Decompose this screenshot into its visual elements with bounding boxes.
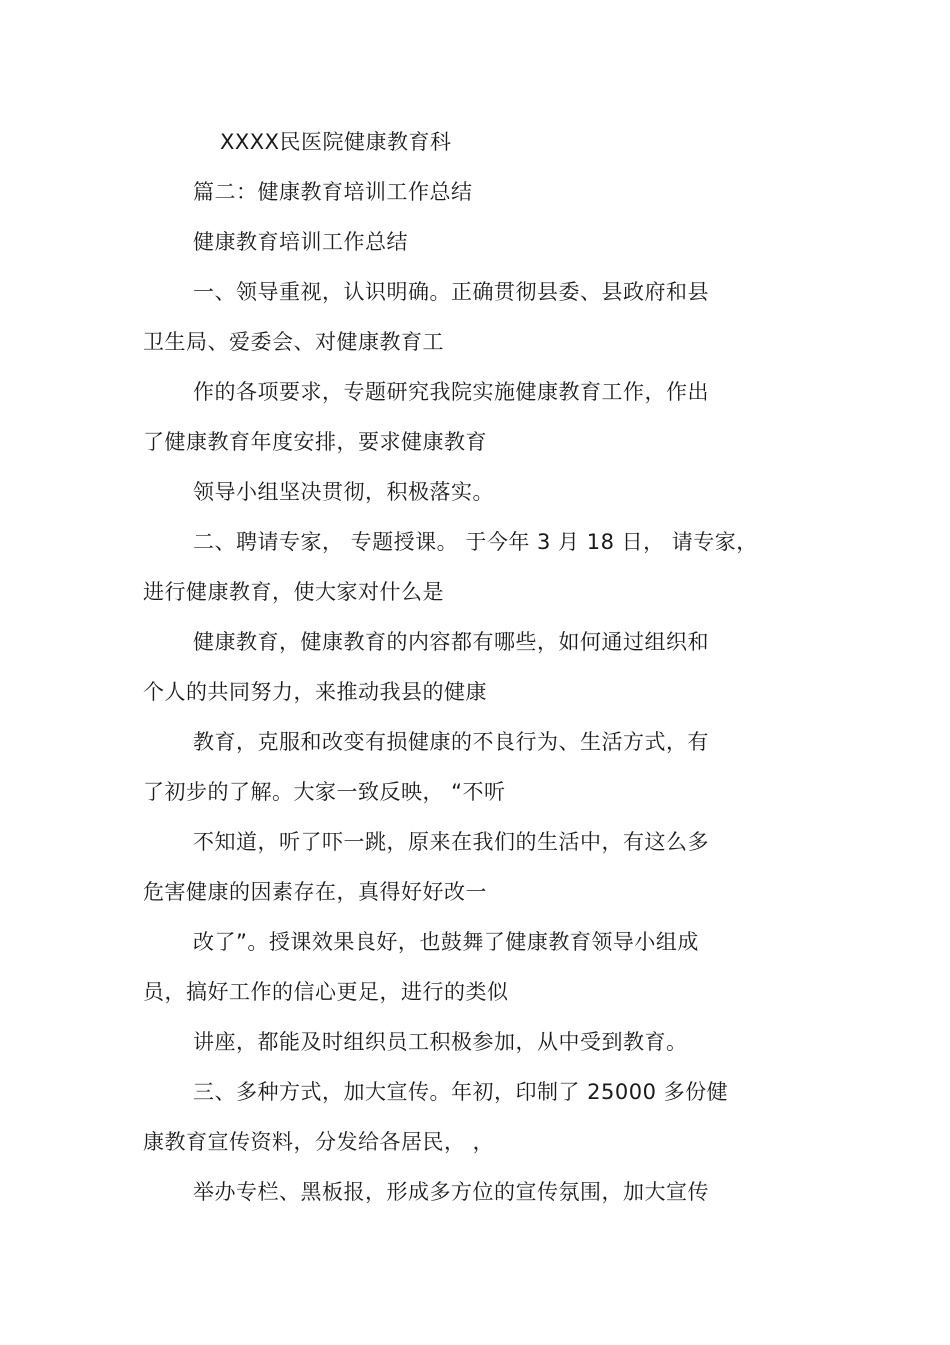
paragraph-line: 领导小组坚决贯彻，积极落实。 <box>193 480 494 504</box>
paragraph-line: 员，搞好工作的信心更足，进行的类似 <box>143 980 509 1004</box>
paragraph-line: 教育，克服和改变有损健康的不良行为、生活方式，有 <box>193 730 709 754</box>
paragraph-line: 健康教育，健康教育的内容都有哪些，如何通过组织和 <box>193 630 709 654</box>
section-title: 篇二：健康教育培训工作总结 <box>193 180 473 204</box>
document-title: 健康教育培训工作总结 <box>193 230 408 254</box>
paragraph-line: 作的各项要求，专题研究我院实施健康教育工作，作出 <box>193 380 709 404</box>
paragraph-line: 进行健康教育，使大家对什么是 <box>143 580 444 604</box>
paragraph-line: 了健康教育年度安排，要求健康教育 <box>143 430 487 454</box>
paragraph-line: 一、领导重视，认识明确。正确贯彻县委、县政府和县 <box>193 280 709 304</box>
paragraph-line: 三、多种方式，加大宣传。年初，印制了 25000 多份健 <box>193 1080 729 1104</box>
paragraph-line: 讲座，都能及时组织员工积极参加，从中受到教育。 <box>193 1030 688 1054</box>
paragraph-line: 危害健康的因素存在，真得好好改一 <box>143 880 487 904</box>
paragraph-line: 个人的共同努力，来推动我县的健康 <box>143 680 487 704</box>
header-line: XXXX民医院健康教育科 <box>220 130 452 154</box>
paragraph-line: 二、聘请专家， 专题授课。 于今年 3 月 18 日， 请专家， <box>193 530 758 554</box>
paragraph-line: 改了”。授课效果良好，也鼓舞了健康教育领导小组成 <box>193 930 699 954</box>
paragraph-line: 卫生局、爱委会、对健康教育工 <box>143 330 444 354</box>
paragraph-line: 举办专栏、黑板报，形成多方位的宣传氛围，加大宣传 <box>193 1180 709 1204</box>
paragraph-line: 了初步的了解。大家一致反映， “不听 <box>143 780 506 804</box>
paragraph-line: 康教育宣传资料，分发给各居民， ， <box>143 1130 495 1154</box>
paragraph-line: 不知道，听了吓一跳，原来在我们的生活中，有这么多 <box>193 830 709 854</box>
